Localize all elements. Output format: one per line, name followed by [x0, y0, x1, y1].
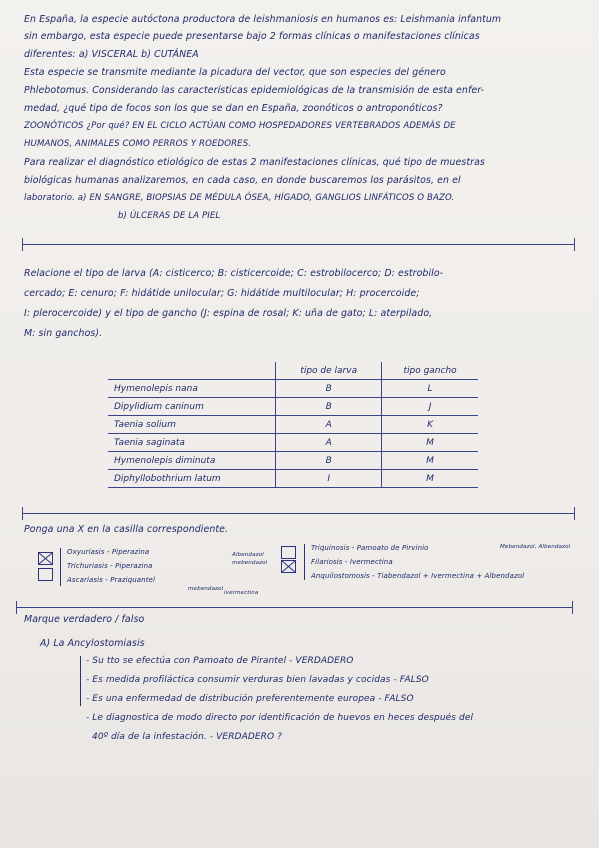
section-divider-end	[574, 238, 575, 251]
q3-left-note: mebendazol	[188, 586, 224, 592]
bracket	[304, 544, 309, 580]
q4-title: Marque verdadero / falso	[24, 614, 145, 625]
table-row	[108, 380, 478, 398]
larva-cell: B	[276, 398, 382, 416]
species-cell: Dipylidium caninum	[108, 398, 276, 416]
checkbox-left-2[interactable]	[38, 568, 53, 581]
larva-hook-table	[108, 362, 478, 488]
checkbox-right-1[interactable]	[281, 546, 296, 559]
hook-cell: M	[382, 470, 478, 488]
q3-right-item: Filariosis - Ivermectina	[311, 558, 393, 566]
section-divider-end	[22, 507, 23, 520]
q1-line: medad, ¿qué tipo de focos son los que se dan en España, zoonóticos o antroponóticos?	[24, 103, 443, 114]
section-divider	[22, 244, 575, 245]
q1-line: b) ÚLCERAS DE LA PIEL	[118, 211, 221, 221]
q3-left-note: ivermectina	[224, 590, 259, 596]
q2-line: M: sin ganchos).	[24, 328, 103, 339]
q2-line: cercado; E: cenuro; F: hidátide unilocular; G: hidátide multilocular; H: procercoide;	[24, 288, 420, 299]
q3-title: Ponga una X en la casilla correspondiente.	[24, 524, 229, 535]
table-row	[108, 416, 478, 434]
q3-right-item: Anquilostomosis - Tiabendazol + Ivermectina + Albendazol	[311, 572, 525, 580]
q4-line: 40º día de la infestación. - VERDADERO ?	[92, 732, 283, 742]
q4-item: A) La Ancylostomiasis	[40, 638, 145, 649]
hook-cell: J	[382, 398, 478, 416]
species-cell: Diphyllobothrium latum	[108, 470, 276, 488]
q3-left-item: Oxyuriasis - Piperazina	[67, 548, 150, 556]
table-row	[108, 452, 478, 470]
q4-line: - Es una enfermedad de distribución preferentemente europea - FALSO	[86, 694, 414, 704]
q3-right-note: Mebendazol, Albendazol	[500, 544, 571, 550]
larva-cell: A	[276, 434, 382, 452]
table-header: tipo gancho	[382, 362, 478, 380]
table-header-row	[108, 362, 478, 380]
q1-line: biológicas humanas analizaremos, en cada caso, en donde buscaremos los parásitos, en el	[24, 175, 461, 186]
q1-line: Phlebotomus. Considerando las características epidemiológicas de la transmisión de esta enfer-	[24, 85, 485, 96]
section-divider-end	[16, 601, 17, 614]
q1-line: ZOONÓTICOS ¿Por qué? EN EL CICLO ACTÚAN COMO HOSPEDADORES VERTEBRADOS ADEMÁS DE	[24, 121, 456, 131]
larva-cell: I	[276, 470, 382, 488]
species-cell: Hymenolepis nana	[108, 380, 276, 398]
checkbox-right-2[interactable]	[281, 560, 296, 573]
species-cell: Hymenolepis diminuta	[108, 452, 276, 470]
table-row	[108, 398, 478, 416]
q1-line: sin embargo, esta especie puede presentarse bajo 2 formas clínicas o manifestaciones clínicas	[24, 31, 480, 42]
table-row	[108, 470, 478, 488]
q1-line: HUMANOS, ANIMALES COMO PERROS Y ROEDORES.	[24, 139, 252, 149]
larva-cell: B	[276, 380, 382, 398]
hook-cell: M	[382, 434, 478, 452]
bracket	[80, 656, 85, 706]
q4-line: - Su tto se efectúa con Pamoato de Pirantel - VERDADERO	[86, 656, 354, 666]
larva-cell: B	[276, 452, 382, 470]
species-cell: Taenia solium	[108, 416, 276, 434]
q1-line: Esta especie se transmite mediante la picadura del vector, que son especies del género	[24, 67, 446, 78]
q3-left-item: Trichuriasis - Piperazina	[67, 562, 153, 570]
section-divider	[16, 607, 573, 608]
larva-cell: A	[276, 416, 382, 434]
q2-line: I: plerocercoide) y el tipo de gancho (J: espina de rosal; K: uña de gato; L: aterpilado,	[24, 308, 433, 319]
section-divider-end	[572, 601, 573, 614]
q3-left-note: Albendazol	[232, 552, 264, 558]
table-header	[108, 362, 276, 380]
checkbox-left-1[interactable]	[38, 552, 53, 565]
table-header: tipo de larva	[276, 362, 382, 380]
q1-line: diferentes: a) VISCERAL b) CUTÁNEA	[24, 49, 199, 60]
hook-cell: L	[382, 380, 478, 398]
q4-line: - Le diagnostica de modo directo por identificación de huevos en heces después del	[86, 713, 474, 723]
section-divider	[22, 513, 575, 514]
q3-left-note: mebendazol	[232, 560, 268, 566]
section-divider-end	[22, 238, 23, 251]
q3-left-item: Ascariasis - Praziquantel	[67, 576, 156, 584]
q1-line: En España, la especie autóctona productora de leishmaniosis en humanos es: Leishmania infantum	[24, 14, 502, 25]
q1-line: laboratorio. a) EN SANGRE, BIOPSIAS DE MÉDULA ÓSEA, HÍGADO, GANGLIOS LINFÁTICOS O BAZO.	[24, 193, 455, 203]
q1-line: Para realizar el diagnóstico etiológico de estas 2 manifestaciones clínicas, qué tipo de muestras	[24, 157, 485, 168]
hook-cell: K	[382, 416, 478, 434]
q2-line: Relacione el tipo de larva (A: cisticerco; B: cisticercoide; C: estrobilocerco; D: estrobilo-	[24, 268, 444, 279]
table-row	[108, 434, 478, 452]
section-divider-end	[574, 507, 575, 520]
hook-cell: M	[382, 452, 478, 470]
q3-right-item: Triquinosis - Pamoato de Pirvinio	[311, 544, 429, 552]
bracket	[60, 548, 65, 586]
q4-line: - Es medida profiláctica consumir verduras bien lavadas y cocidas - FALSO	[86, 675, 429, 685]
species-cell: Taenia saginata	[108, 434, 276, 452]
